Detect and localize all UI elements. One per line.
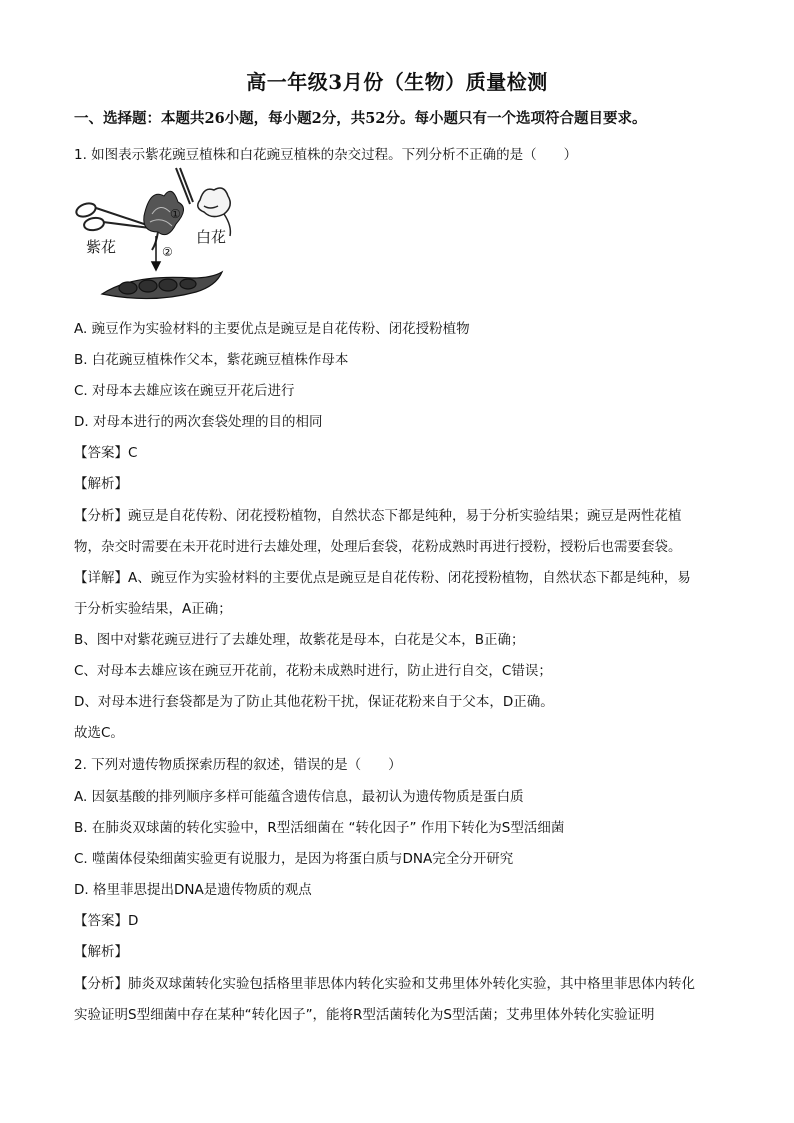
q1-answer: 【答案】C <box>74 445 138 461</box>
q1-analysis-line: 于分析实验结果，A正确； <box>74 601 232 617</box>
q2-answer: 【答案】D <box>74 913 139 929</box>
brush-icon <box>176 168 193 204</box>
q1-analysis-line: 故选C。 <box>74 725 124 741</box>
q2-option-d: D. 格里菲思提出DNA是遗传物质的观点 <box>74 882 312 898</box>
pea-cross-figure <box>72 166 238 310</box>
q2-analysis-line: 【分析】肺炎双球菌转化实验包括格里菲思体内转化实验和艾弗里体外转化实验，其中格里菲思体内转化 <box>74 976 695 992</box>
page-title: 高一年级3月份（生物）质量检测 <box>246 70 548 94</box>
section-heading: 一、选择题：本题共26小题，每小题2分，共52分。每小题只有一个选项符合题目要求。 <box>74 110 647 127</box>
scissors-icon <box>75 201 150 232</box>
q1-analysis-line: B、图中对紫花豌豆进行了去雄处理，故紫花是母本，白花是父本，B正确； <box>74 632 525 648</box>
q2-analysis-line: 实验证明S型细菌中存在某种“转化因子”，能将R型活菌转化为S型活菌；艾弗里体外转化实验证明 <box>74 1007 655 1023</box>
q1-analysis-line: 【分析】豌豆是自花传粉、闭花授粉植物，自然状态下都是纯种，易于分析实验结果；豌豆是两性花植 <box>74 508 682 524</box>
q1-analysis-line: D、对母本进行套袋都是为了防止其他花粉干扰，保证花粉来自于父本，D正确。 <box>74 694 554 710</box>
step1-label: ① <box>170 207 181 221</box>
q1-stem: 1. 如图表示紫花豌豆植株和白花豌豆植株的杂交过程。下列分析不正确的是（ ） <box>74 147 578 163</box>
q1-analysis-label: 【解析】 <box>74 476 128 492</box>
q1-analysis-line: 【详解】A、豌豆作为实验材料的主要优点是豌豆是自花传粉、闭花授粉植物，自然状态下都是纯种，易 <box>74 570 691 586</box>
q2-analysis-label: 【解析】 <box>74 944 128 960</box>
q2-stem: 2. 下列对遗传物质探索历程的叙述，错误的是（ ） <box>74 757 402 773</box>
q1-option-b: B. 白花豌豆植株作父本，紫花豌豆植株作母本 <box>74 352 349 368</box>
white-flower-label: 白花 <box>196 228 227 246</box>
purple-flower-label: 紫花 <box>86 238 117 256</box>
arrow-down-icon <box>152 236 160 270</box>
step2-label: ② <box>162 245 173 259</box>
q2-option-c: C. 噬菌体侵染细菌实验更有说服力，是因为将蛋白质与DNA完全分开研究 <box>74 851 514 867</box>
q1-option-d: D. 对母本进行的两次套袋处理的目的相同 <box>74 414 323 430</box>
q1-option-a: A. 豌豆作为实验材料的主要优点是豌豆是自花传粉、闭花授粉植物 <box>74 321 470 337</box>
q1-analysis-line: 物，杂交时需要在未开花时进行去雄处理，处理后套袋，花粉成熟时再进行授粉，授粉后也需要套袋。 <box>74 539 682 555</box>
q2-option-a: A. 因氨基酸的排列顺序多样可能蕴含遗传信息，最初认为遗传物质是蛋白质 <box>74 789 524 805</box>
q1-option-c: C. 对母本去雄应该在豌豆开花后进行 <box>74 383 295 399</box>
q1-analysis-line: C、对母本去雄应该在豌豆开花前，花粉未成熟时进行，防止进行自交，C错误； <box>74 663 552 679</box>
pea-pod-icon <box>102 272 222 299</box>
q2-option-b: B. 在肺炎双球菌的转化实验中，R型活细菌在 “转化因子” 作用下转化为S型活细菌 <box>74 820 565 836</box>
